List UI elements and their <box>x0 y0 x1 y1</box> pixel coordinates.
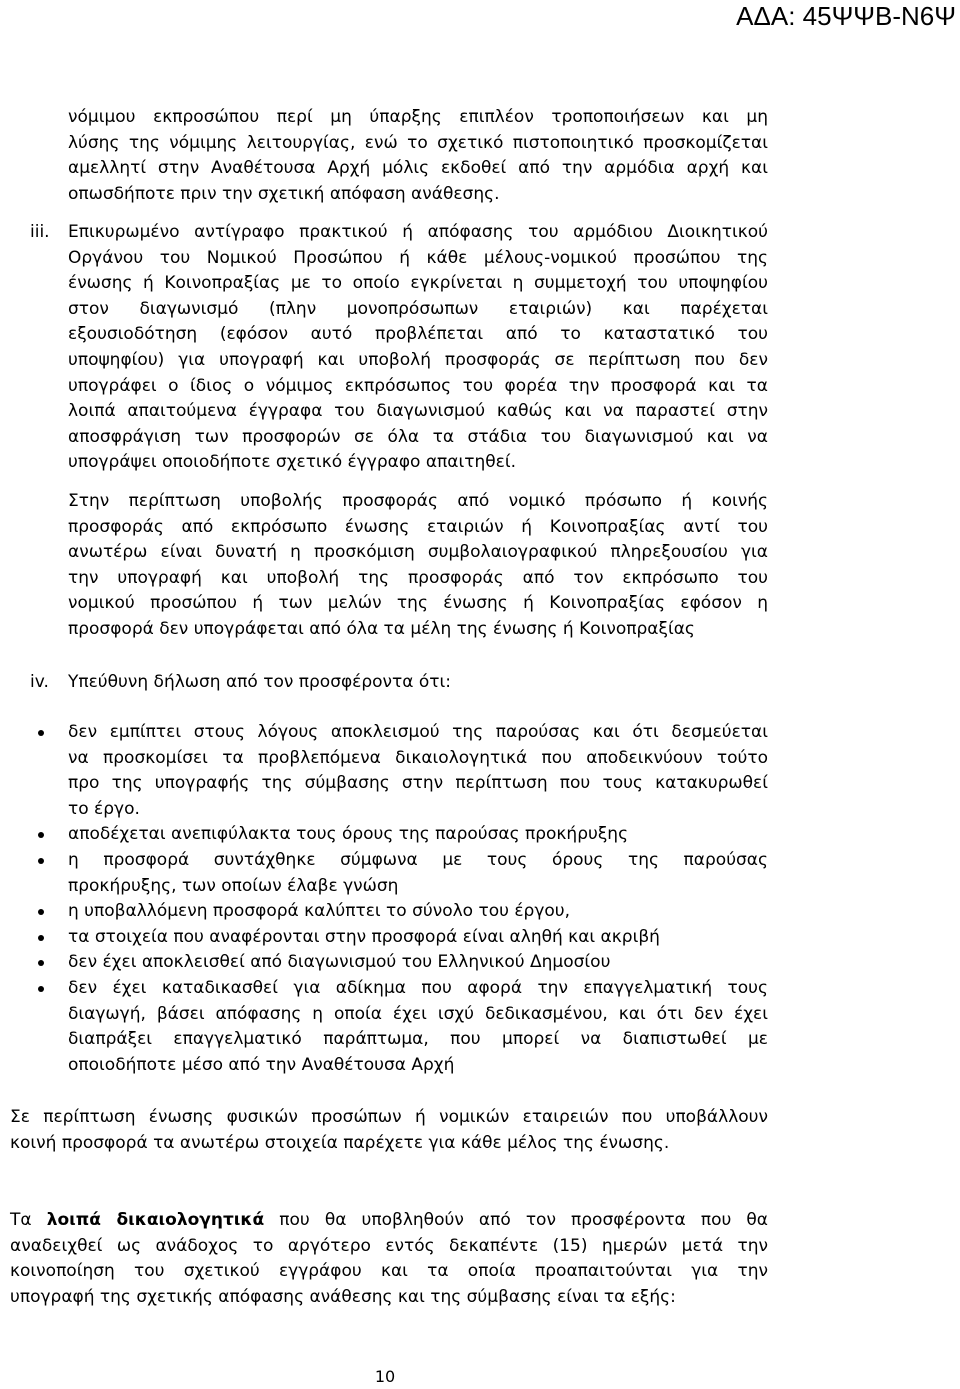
list-item <box>68 976 768 1078</box>
text-line: προ της υπογραφής της σύμβασης στην περίπτωση που τους κατακυρωθεί <box>68 773 768 794</box>
text-line: κοινοποίηση του σχετικού εγγράφου και τα οποία προαπαιτούνται για την <box>10 1261 768 1282</box>
other-documents-paragraph <box>10 1208 768 1310</box>
text-line: προσφοράς από εκπρόσωπο ένωσης εταιριών ή Κοινοπραξίας αντί του <box>68 516 768 537</box>
intro-paragraph <box>68 105 768 207</box>
text-line: Επικυρωμένο αντίγραφο πρακτικού ή απόφασης του αρμόδιου Διοικητικού <box>68 222 768 242</box>
text-line: δεν έχει καταδικασθεί για αδίκημα που αφορά την επαγγελματική τους <box>68 977 768 998</box>
text-line: τα στοιχεία που αναφέρονται στην προσφορά είναι αληθή και ακριβή <box>68 926 660 947</box>
bullet-icon <box>38 935 44 941</box>
declaration-bullet-list <box>68 720 768 1078</box>
text-line: αποδέχεται ανεπιφύλακτα τους όρους της παρούσας προκήρυξης <box>68 824 629 845</box>
ada-code-header: ΑΔΑ: 45ΨΨΒ-Ν6Ψ <box>736 1 956 31</box>
list-item <box>68 848 768 899</box>
text-line: υπογράφει ο ίδιος ο νόμιμος εκπρόσωπος του φορέα την προσφορά και τα <box>68 375 768 396</box>
text-line: προσφορά δεν υπογράφεται από όλα τα μέλη της ένωσης ή Κοινοπραξίας <box>68 618 695 639</box>
text-line: αμελλητί στην Αναθέτουσα Αρχή μόλις εκδοθεί από την αρμόδια αρχή και <box>68 158 768 179</box>
text-line <box>10 1208 768 1234</box>
text-line: νομικού προσώπου ή των μελών της ένωσης ή Κοινοπραξίας εφόσον η <box>68 593 768 614</box>
text-line: ένωσης ή Κοινοπραξίας με το οποίο εγκρίνεται η συμμετοχή του υποψηφίου <box>68 273 768 294</box>
bullet-icon <box>38 730 44 736</box>
text-line: διαγωγή, βάσει απόφασης η οποία έχει ισχύ δεδικασμένου, και ότι δεν έχει <box>68 1003 768 1024</box>
text-line: Υπεύθυνη δήλωση από τον προσφέροντα ότι: <box>68 672 452 692</box>
text-line: υποψηφίου) για υπογραφή και υποβολή προσφοράς σε περίπτωση που δεν <box>68 349 768 370</box>
list-item <box>68 899 768 925</box>
item-iii-text <box>68 220 768 476</box>
text-line: αναδειχθεί ως ανάδοχος το αργότερο εντός δεκαπέντε (15) ημερών μετά την <box>10 1235 768 1256</box>
item-iv-label: iv. <box>30 672 49 692</box>
item-iii-label: iii. <box>30 222 50 242</box>
text-line: λοιπά απαιτούμενα έγγραφα του διαγωνισμού καθώς και να παραστεί στην <box>68 401 768 422</box>
text-line: υπογράψει οποιοδήποτε σχετικό έγγραφο απαιτηθεί. <box>68 452 516 473</box>
page-number: 10 <box>374 1367 396 1386</box>
text-line: προκήρυξης, των οποίων έλαβε γνώση <box>68 875 399 896</box>
text-line: Σε περίπτωση ένωσης φυσικών προσώπων ή νομικών εταιρειών που υποβάλλουν <box>10 1107 768 1127</box>
bullet-icon <box>38 986 44 992</box>
text-line: λύσης της νόμιμης λειτουργίας, ενώ το σχετικό πιστοποιητικό προσκομίζεται <box>68 132 768 153</box>
item-iv-heading <box>68 670 768 696</box>
text-line: δεν έχει αποκλεισθεί από διαγωνισμού του Ελληνικού Δημοσίου <box>68 952 611 973</box>
text-line: αποσφράγιση των προσφορών σε όλα τα στάδια του διαγωνισμού και να <box>68 426 768 447</box>
text-line: Οργάνου του Νομικού Προσώπου ή κάθε μέλους-νομικού προσώπου της <box>68 247 768 268</box>
text-segment: Τα <box>10 1210 32 1230</box>
text-line: να προσκομίσει τα προβλεπόμενα δικαιολογητικά που αποδεικνύουν τούτο <box>68 747 768 768</box>
text-line: την υπογραφή και υποβολή της προσφοράς από τον εκπρόσωπο του <box>68 567 768 588</box>
bold-term: λοιπά δικαιολογητικά <box>46 1210 265 1230</box>
list-item <box>68 950 768 976</box>
list-item <box>68 720 768 822</box>
text-line: κοινή προσφορά τα ανωτέρω στοιχεία παρέχετε για κάθε μέλος της ένωσης. <box>10 1132 670 1153</box>
bullet-icon <box>38 858 44 864</box>
text-line: η προσφορά συντάχθηκε σύμφωνα με τους όρους της παρούσας <box>68 849 768 870</box>
list-item <box>68 925 768 951</box>
text-line: Στην περίπτωση υποβολής προσφοράς από νομικό πρόσωπο ή κοινής <box>68 491 768 511</box>
text-line: η υποβαλλόμενη προσφορά καλύπτει το σύνολο του έργου, <box>68 901 571 922</box>
text-line: το έργο. <box>68 798 140 819</box>
text-segment: που θα υποβληθούν από τον προσφέροντα που θα <box>279 1210 769 1230</box>
text-line: νόμιμου εκπροσώπου περί μη ύπαρξης επιπλέον τροποποιήσεων και μη <box>68 107 768 127</box>
list-item <box>68 822 768 848</box>
text-line: εξουσιοδότηση (εφόσον αυτό προβλέπεται από το καταστατικό του <box>68 324 768 345</box>
text-line: οπωσδήποτε πριν την σχετική απόφαση ανάθεσης. <box>68 183 500 204</box>
text-line: διαπράξει επαγγελματικό παράπτωμα, που μπορεί να διαπιστωθεί με <box>68 1029 768 1050</box>
joint-bid-paragraph <box>10 1105 768 1156</box>
text-line: ανωτέρω είναι δυνατή η προσκόμιση συμβολαιογραφικού πληρεξουσίου για <box>68 542 768 563</box>
text-line: δεν εμπίπτει στους λόγους αποκλεισμού της παρούσας και ότι δεσμεύεται <box>68 722 768 742</box>
bullet-icon <box>38 909 44 915</box>
legal-entity-paragraph <box>68 489 768 643</box>
text-line: οποιοδήποτε μέσο από την Αναθέτουσα Αρχή <box>68 1054 455 1075</box>
bullet-icon <box>38 960 44 966</box>
text-line: στον διαγωνισμό (πλην μονοπρόσωπων εταιριών) και παρέχεται <box>68 298 768 319</box>
text-line: υπογραφή της σχετικής απόφασης ανάθεσης και της σύμβασης είναι τα εξής: <box>10 1286 676 1307</box>
bullet-icon <box>38 832 44 838</box>
